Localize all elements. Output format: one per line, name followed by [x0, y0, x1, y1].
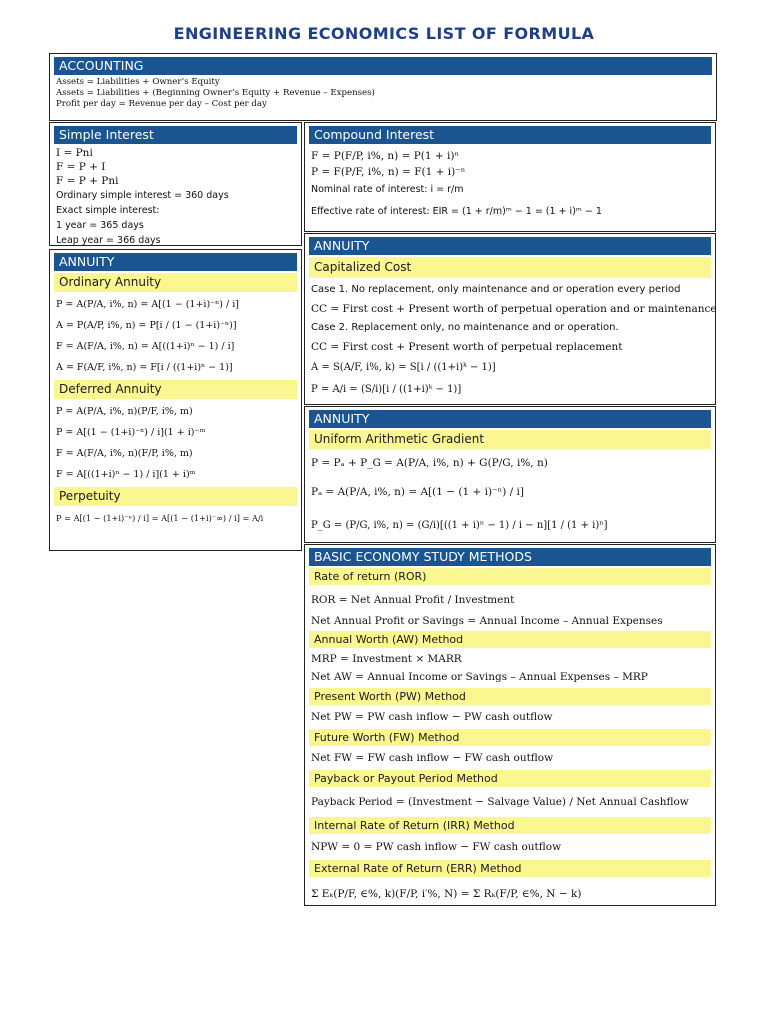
formula-line: P_G = (P/G, i%, n) = (G/i)[((1 + i)ⁿ − 1) / i − n][1 / (1 + i)ⁿ]	[311, 520, 608, 531]
accounting-line: Assets = Liabilities + (Beginning Owner’s Equity + Revenue – Expenses)	[56, 88, 375, 98]
accounting-line: Profit per day = Revenue per day – Cost per day	[56, 99, 267, 109]
fw-label: Future Worth (FW) Method	[309, 729, 711, 746]
compound-interest-box	[304, 122, 716, 232]
basic-methods-box	[304, 544, 716, 906]
payback-label: Payback or Payout Period Method	[309, 770, 711, 787]
ordinary-annuity-label: Ordinary Annuity	[54, 273, 297, 292]
page-title: ENGINEERING ECONOMICS LIST OF FORMULA	[173, 24, 595, 43]
formula-line: A = P(A/P, i%, n) = P[i / (1 − (1+i)⁻ⁿ)]	[56, 320, 237, 331]
annuity-box-left	[49, 249, 302, 551]
accounting-line: Assets = Liabilities + Owner’s Equity	[56, 77, 220, 87]
note-line: Ordinary simple interest = 360 days	[56, 190, 229, 201]
formula-line: F = A[((1+i)ⁿ − 1) / i](1 + i)ᵐ	[56, 469, 196, 480]
accounting-header: ACCOUNTING	[54, 57, 712, 75]
formula-line: P = A[(1 − (1+i)⁻ⁿ) / i] = A[(1 − (1+i)⁻∞) / i] = A/i	[56, 513, 264, 523]
accounting-box	[49, 53, 717, 121]
capitalized-cost-label: Capitalized Cost	[309, 257, 711, 278]
case-line: Case 2. Replacement only, no maintenance and or operation.	[311, 322, 619, 333]
irr-label: Internal Rate of Return (IRR) Method	[309, 817, 711, 834]
formula-line: NPW = 0 = PW cash inflow − FW cash outflow	[311, 841, 562, 853]
simple-interest-box	[49, 122, 302, 246]
err-label: External Rate of Return (ERR) Method	[309, 860, 711, 877]
formula-line: CC = First cost + Present worth of perpetual replacement	[311, 341, 623, 353]
formula-line: P = A[(1 − (1+i)⁻ⁿ) / i](1 + i)⁻ᵐ	[56, 427, 206, 438]
capitalized-cost-box	[304, 233, 716, 405]
case-line: Case 1. No replacement, only maintenance and or operation every period	[311, 284, 681, 295]
formula-line: Pₐ = A(P/A, i%, n) = A[(1 − (1 + i)⁻ⁿ) / i]	[311, 486, 524, 498]
formula-line: ROR = Net Annual Profit / Investment	[311, 594, 515, 606]
formula-line: P = Pₐ + P_G = A(P/A, i%, n) + G(P/G, i%, n)	[311, 457, 548, 469]
formula-line: P = A(P/A, i%, n)(P/F, i%, m)	[56, 406, 193, 417]
gradient-label: Uniform Arithmetic Gradient	[309, 430, 711, 449]
compound-interest-header: Compound Interest	[309, 126, 711, 144]
simple-interest-header: Simple Interest	[54, 126, 297, 144]
annuity-header: ANNUITY	[309, 410, 711, 428]
note-line: 1 year = 365 days	[56, 220, 144, 231]
formula-line: Nominal rate of interest: i = r/m	[311, 184, 464, 195]
formula-line: A = S(A/F, i%, k) = S[i / ((1+i)ᵏ − 1)]	[311, 362, 496, 373]
formula-line: F = P + Pni	[56, 175, 119, 187]
formula-line: CC = First cost + Present worth of perpetual operation and or maintenance	[311, 303, 717, 315]
pw-label: Present Worth (PW) Method	[309, 688, 711, 705]
formula-line: Effective rate of interest: EIR = (1 + r/m)ᵐ − 1 = (1 + i)ᵐ − 1	[311, 206, 602, 217]
annuity-header: ANNUITY	[54, 253, 297, 271]
deferred-annuity-label: Deferred Annuity	[54, 380, 297, 399]
formula-line: Net Annual Profit or Savings = Annual Income – Annual Expenses	[311, 615, 663, 627]
formula-line: Net PW = PW cash inflow − PW cash outflow	[311, 711, 553, 723]
gradient-box	[304, 406, 716, 543]
perpetuity-label: Perpetuity	[54, 487, 297, 506]
note-line: Leap year = 366 days	[56, 235, 161, 246]
formula-line: F = A(F/A, i%, n) = A[((1+i)ⁿ − 1) / i]	[56, 341, 235, 352]
annuity-header: ANNUITY	[309, 237, 711, 255]
basic-methods-header: BASIC ECONOMY STUDY METHODS	[309, 548, 711, 566]
formula-line: MRP = Investment × MARR	[311, 653, 462, 665]
formula-line: F = P + I	[56, 161, 106, 173]
note-line: Exact simple interest:	[56, 205, 160, 216]
formula-line: I = Pni	[56, 147, 93, 159]
formula-line: Payback Period = (Investment − Salvage Value) / Net Annual Cashflow	[311, 796, 689, 808]
ror-label: Rate of return (ROR)	[309, 568, 711, 585]
formula-line: F = A(F/A, i%, n)(F/P, i%, m)	[56, 448, 193, 459]
formula-line: Net FW = FW cash inflow − FW cash outflow	[311, 752, 554, 764]
formula-line: Σ Eₖ(P/F, ∈%, k)(F/P, i′%, N) = Σ Rₖ(F/P, ∈%, N − k)	[311, 888, 582, 900]
formula-line: P = A(P/A, i%, n) = A[(1 − (1+i)⁻ⁿ) / i]	[56, 299, 239, 310]
formula-line: P = A/i = (S/i)[i / ((1+i)ᵏ − 1)]	[311, 384, 462, 395]
formula-line: A = F(A/F, i%, n) = F[i / ((1+i)ⁿ − 1)]	[56, 362, 233, 373]
formula-line: Net AW = Annual Income or Savings – Annual Expenses – MRP	[311, 671, 648, 683]
formula-line: P = F(P/F, i%, n) = F(1 + i)⁻ⁿ	[311, 166, 466, 178]
aw-label: Annual Worth (AW) Method	[309, 631, 711, 648]
formula-line: F = P(F/P, i%, n) = P(1 + i)ⁿ	[311, 150, 460, 162]
